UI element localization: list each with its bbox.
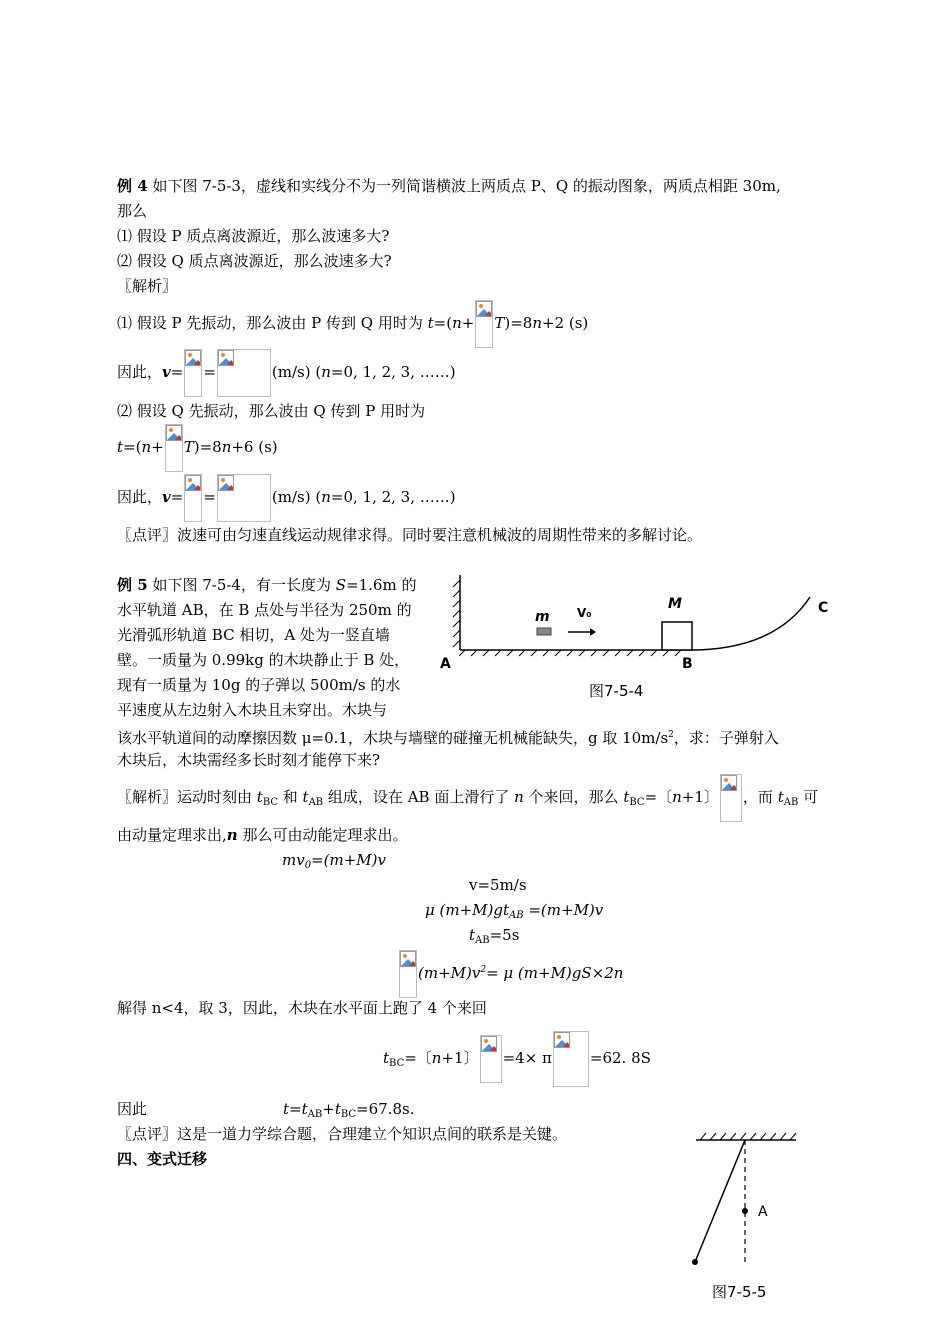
text: =67.8s. xyxy=(356,1100,415,1118)
text: ，求：子弹射入 xyxy=(673,729,779,747)
ex5-comment: 〖点评〗这是一道力学综合题，合理建立个知识点间的联系是关键。 xyxy=(117,1125,568,1143)
formula-image-placeholder xyxy=(720,774,742,822)
formula-image-placeholder xyxy=(217,474,271,522)
bullet-m xyxy=(537,628,551,635)
ex5-heading: 例 5 xyxy=(117,576,148,594)
text: =1.6m 的 xyxy=(346,576,417,594)
formula-image-placeholder xyxy=(553,1031,589,1087)
wall-hatch xyxy=(453,580,460,647)
var-t: t xyxy=(283,1100,290,1118)
text: 个来回，那么 xyxy=(523,788,624,806)
var-t: t xyxy=(256,788,263,806)
var-n: n xyxy=(452,314,462,332)
ex4-stem-line1 xyxy=(117,176,781,196)
ex5-line5: 现有一质量为 10g 的子弹以 500m/s 的水 xyxy=(117,676,401,694)
var-n: n xyxy=(672,788,682,806)
text: μ (m+M)g xyxy=(425,901,503,919)
subscript: BC xyxy=(629,797,645,808)
ex5-line8: 木块后，木块需经多长时刻才能停下来? xyxy=(117,751,381,769)
text: =62. 8S xyxy=(589,1049,651,1067)
var-t: t xyxy=(623,788,630,806)
ex4-question2: ⑵ 假设 Q 质点离波源近，那么波速多大? xyxy=(117,252,392,270)
text: 如下图 7-5-4，有一长度为 xyxy=(147,576,336,594)
ex5-solution-line2 xyxy=(117,825,407,845)
text: = xyxy=(289,1100,302,1118)
text: mv xyxy=(282,851,305,869)
formula-image-placeholder xyxy=(165,424,183,472)
text: 因此， xyxy=(117,363,163,381)
var-n: n xyxy=(141,438,152,456)
text: = xyxy=(170,488,184,506)
text: 可 xyxy=(798,788,819,806)
label-m: m xyxy=(535,609,550,625)
equation-energy xyxy=(398,945,623,998)
text: ⑴ 假设 P 先振动，那么波由 P 传到 Q 用时为 xyxy=(117,314,428,332)
var-n: n xyxy=(321,488,331,506)
label-v0: V₀ xyxy=(577,606,592,620)
var-t: t xyxy=(469,926,476,944)
formula-image-placeholder xyxy=(480,1035,502,1083)
formula-image-placeholder xyxy=(399,950,417,998)
block-M xyxy=(662,622,692,650)
text: =( xyxy=(123,438,142,456)
caption-7-5-5: 图7-5-5 xyxy=(712,1283,767,1301)
ceiling-hatch xyxy=(700,1133,796,1140)
ex5-solution xyxy=(117,772,818,828)
text: = μ (m+M)gS×2n xyxy=(486,964,624,982)
pendulum-string xyxy=(695,1140,745,1262)
label-A: A xyxy=(440,656,451,672)
var-v: v xyxy=(162,363,171,381)
text: =( xyxy=(433,314,453,332)
text: =5s xyxy=(489,926,520,944)
var-t: t xyxy=(777,788,784,806)
ex5-line7 xyxy=(117,725,779,748)
text: (m/s) ( xyxy=(271,488,322,506)
label-C: C xyxy=(818,600,829,616)
text: 〖解析〗运动时刻由 xyxy=(117,788,257,806)
formula-image-placeholder xyxy=(184,349,202,397)
text: +6 (s) xyxy=(231,438,278,456)
subscript: BC xyxy=(340,1109,357,1120)
ex4-question1: ⑴ 假设 P 质点离波源近，那么波速多大? xyxy=(117,227,390,245)
ex5-line6: 平速度从左边射入木块且未穿出。木块与 xyxy=(117,701,388,719)
var-t: t xyxy=(427,314,434,332)
section-heading: 四、变式迁移 xyxy=(117,1150,208,1168)
var-n: n xyxy=(321,363,331,381)
equation-velocity: v=5m/s xyxy=(469,876,527,894)
caption-7-5-4: 图7-5-4 xyxy=(589,682,644,700)
var-n: n xyxy=(514,788,524,806)
var-T: T xyxy=(494,314,505,332)
equation-tbc xyxy=(383,1030,651,1092)
ex4-stem-line2: 那么 xyxy=(117,202,148,220)
text: =(m+M)v xyxy=(523,901,604,919)
pendulum-bob xyxy=(692,1259,698,1265)
subscript: AB xyxy=(307,1109,323,1120)
text: =(m+M)v xyxy=(311,851,386,869)
text: 由动量定理求出, xyxy=(117,826,227,844)
subscript: AB xyxy=(308,797,324,808)
equation-momentum xyxy=(282,850,386,876)
ex4-velocity1 xyxy=(117,347,456,397)
text: =0, 1, 2, 3, ……) xyxy=(330,488,456,506)
text: + xyxy=(461,314,475,332)
text: ，而 xyxy=(742,788,778,806)
superscript: 2 xyxy=(668,730,674,740)
equation-impulse xyxy=(425,900,603,926)
var-S: S xyxy=(335,576,347,594)
var-n: n xyxy=(221,438,232,456)
var-t: t xyxy=(383,1049,390,1067)
text: =〔 xyxy=(404,1049,432,1067)
subscript: AB xyxy=(783,797,799,808)
ex5-result: 解得 n<4，取 3，因此，木块在水平面上跑了 4 个来回 xyxy=(117,999,487,1017)
label-B: B xyxy=(682,656,693,672)
subscript: BC xyxy=(262,797,278,808)
formula-image-placeholder xyxy=(184,474,202,522)
text: 和 xyxy=(278,788,303,806)
text: (m+M)v xyxy=(418,964,481,982)
ex5-line2: 水平轨道 AB，在 B 点处与半径为 250m 的 xyxy=(117,601,412,619)
ex5-line3: 光滑弧形轨道 BC 相切，A 处为一竖直墙 xyxy=(117,626,390,644)
var-t: t xyxy=(301,1100,308,1118)
ex5-line4: 壁。一质量为 0.99kg 的木块静止于 B 处， xyxy=(117,651,410,669)
figure-7-5-5 xyxy=(688,1125,808,1305)
var-n: n xyxy=(532,314,542,332)
text: 因此 xyxy=(117,1100,148,1118)
text: 因此， xyxy=(117,488,163,506)
text: +1〕 xyxy=(441,1049,479,1067)
ex4-step2-formula xyxy=(117,422,278,472)
text: + xyxy=(151,438,164,456)
ex4-solution-label: 〖解析〗 xyxy=(117,277,178,295)
ex4-step2: ⑵ 假设 Q 先振动，那么波由 Q 传到 P 用时为 xyxy=(117,402,426,420)
ex5-final xyxy=(117,1099,414,1125)
figure-7-5-4 xyxy=(435,570,845,705)
var-T: T xyxy=(183,438,194,456)
text: )=8 xyxy=(193,438,222,456)
point-A xyxy=(742,1208,748,1214)
var-n: n xyxy=(226,826,238,844)
ex5-line1 xyxy=(117,575,416,595)
superscript: 2 xyxy=(480,965,487,975)
subscript: AB xyxy=(509,910,524,921)
ex4-stem-text: 如下图 7-5-3，虚线和实线分不为一列简谐横波上两质点 P、Q 的振动图象，两质点相距 30m, xyxy=(147,177,781,195)
text: =0, 1, 2, 3, ……) xyxy=(330,363,456,381)
ex4-heading: 例 4 xyxy=(117,177,148,195)
text: (m/s) ( xyxy=(271,363,322,381)
text: +1〕 xyxy=(681,788,719,806)
formula-image-placeholder xyxy=(217,349,271,397)
var-t: t xyxy=(302,788,309,806)
text: )=8 xyxy=(504,314,533,332)
text: 该水平轨道间的动摩擦因数 μ=0.1，木块与墙壁的碰撞无机械能缺失，g 取 10m/s xyxy=(117,729,669,747)
var-t: t xyxy=(334,1100,341,1118)
text: +2 (s) xyxy=(542,314,589,332)
ex4-velocity2 xyxy=(117,472,456,522)
ex4-step1 xyxy=(117,298,588,348)
subscript: BC xyxy=(389,1058,405,1069)
label-M: M xyxy=(668,596,682,612)
arc-bc xyxy=(690,597,810,650)
subscript: 0 xyxy=(304,860,312,871)
subscript: AB xyxy=(475,935,490,946)
text: = xyxy=(203,363,216,381)
formula-image-placeholder xyxy=(475,300,493,348)
text: 组成，设在 AB 面上滑行了 xyxy=(323,788,515,806)
text: =〔 xyxy=(644,788,673,806)
var-v: v xyxy=(162,488,171,506)
ground-hatch xyxy=(459,650,681,656)
text: = xyxy=(170,363,184,381)
label-A: A xyxy=(758,1204,768,1220)
text: 那么可由动能定理求出。 xyxy=(237,826,408,844)
ex4-comment: 〖点评〗波速可由匀速直线运动规律求得。同时要注意机械波的周期性带来的多解讨论。 xyxy=(117,526,703,544)
text: + xyxy=(322,1100,335,1118)
var-t: t xyxy=(502,901,510,919)
var-n: n xyxy=(431,1049,442,1067)
text: = xyxy=(203,488,216,506)
var-t: t xyxy=(117,438,124,456)
text: =4× π xyxy=(502,1049,552,1067)
velocity-arrow-head xyxy=(590,628,596,636)
